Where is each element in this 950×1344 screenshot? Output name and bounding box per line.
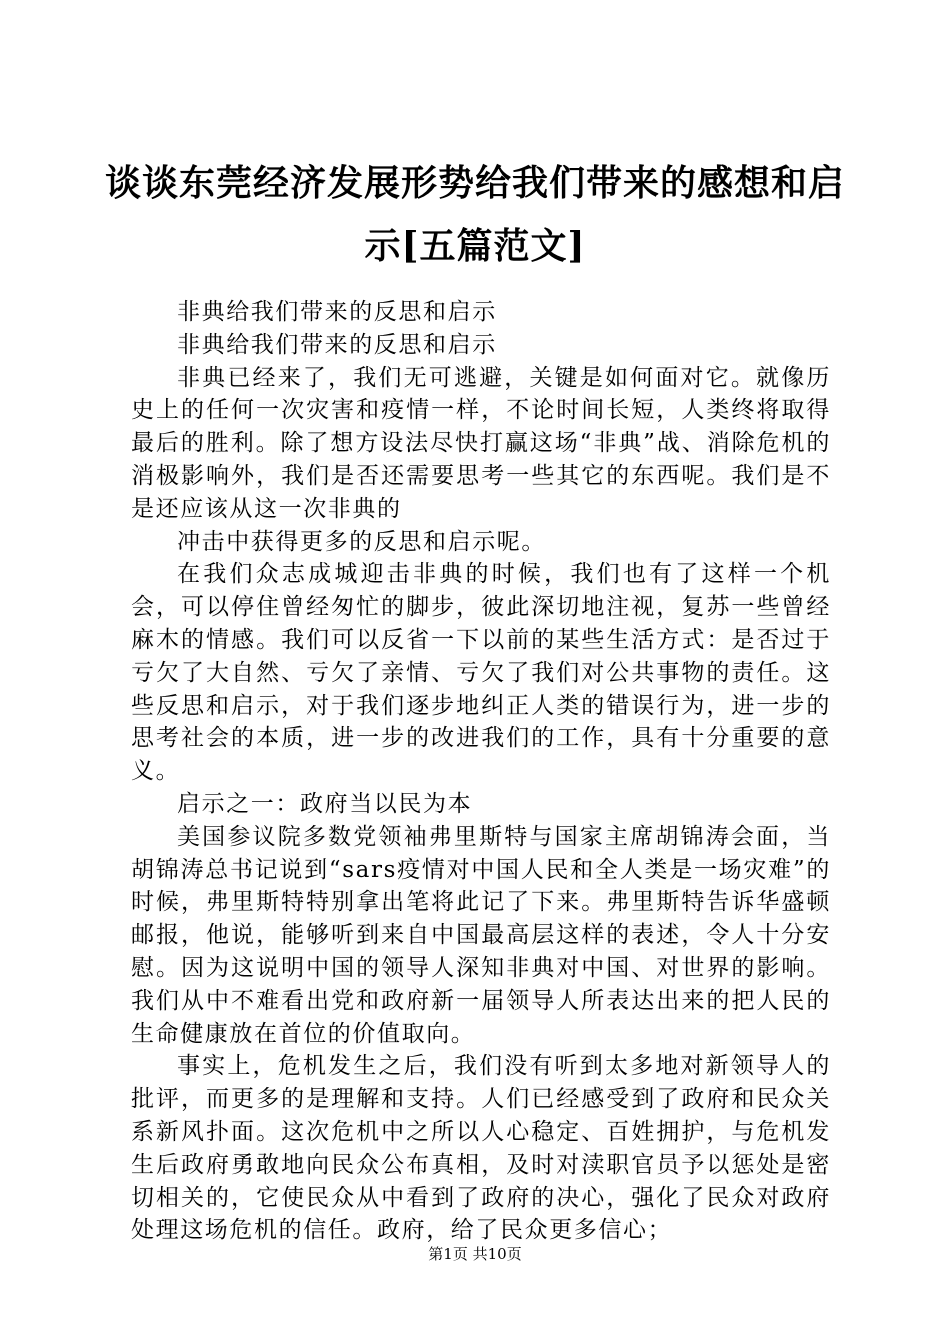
paragraph: 非典给我们带来的反思和启示 [177, 299, 497, 325]
page-number: 第1页 [428, 1245, 468, 1263]
section-heading: 启示之一：政府当以民为本 [177, 790, 473, 817]
paragraph: 美国参议院多数党领袖弗里斯特与国家主席胡锦涛会面，当胡锦涛总书记说到“sars疫情对中国人民和全人类是一场灾难”的时候，弗里斯特特别拿出笔将此记了下来。弗里斯特告诉华盛顿邮报，他说，能够听到来自中国最高层这样的表述，令人十分安慰。因为这说明中国的领导人深知非典对中国、对世界的影响。我们从中不难看出党和政府新一届领导人所表达出来的把人民的生命健康放在首位的价值取向。 [131, 823, 831, 1047]
paragraph: 非典给我们带来的反思和启示 [177, 331, 497, 358]
paragraph: 冲击中获得更多的反思和启示呢。 [177, 528, 546, 555]
page-total: 共10页 [472, 1245, 522, 1263]
document-title: 谈谈东莞经济发展形势给我们带来的感想和启示[五篇范文] [104, 162, 845, 267]
paragraph: 非典已经来了，我们无可逃避，关键是如何面对它。就像历史上的任何一次灾害和疫情一样，不论时间长短，人类终将取得最后的胜利。除了想方设法尽快打赢这场“非典”战、消除危机的消极影响外，我们是否还需要思考一些其它的东西呢。我们是不是还应该从这一次非典的 [131, 364, 831, 522]
page-footer [0, 1244, 950, 1264]
document-body [131, 296, 831, 1247]
paragraph: 事实上，危机发生之后，我们没有听到太多地对新领导人的批评，而更多的是理解和支持。人们已经感受到了政府和民众关系新风扑面。这次危机中之所以人心稳定、百姓拥护，与危机发生后政府勇敢地向民众公布真相，及时对渎职官员予以惩处是密切相关的，它使民众从中看到了政府的决心，强化了民众对政府处理这场危机的信任。政府，给了民众更多信心； [131, 1053, 831, 1244]
paragraph: 在我们众志成城迎击非典的时候，我们也有了这样一个机会，可以停住曾经匆忙的脚步，彼此深切地注视，复苏一些曾经麻木的情感。我们可以反省一下以前的某些生活方式：是否过于亏欠了大自然、亏欠了亲情、亏欠了我们对公共事物的责任。这些反思和启示，对于我们逐步地纠正人类的错误行为，进一步的思考社会的本质，进一步的改进我们的工作，具有十分重要的意义。 [131, 561, 831, 785]
